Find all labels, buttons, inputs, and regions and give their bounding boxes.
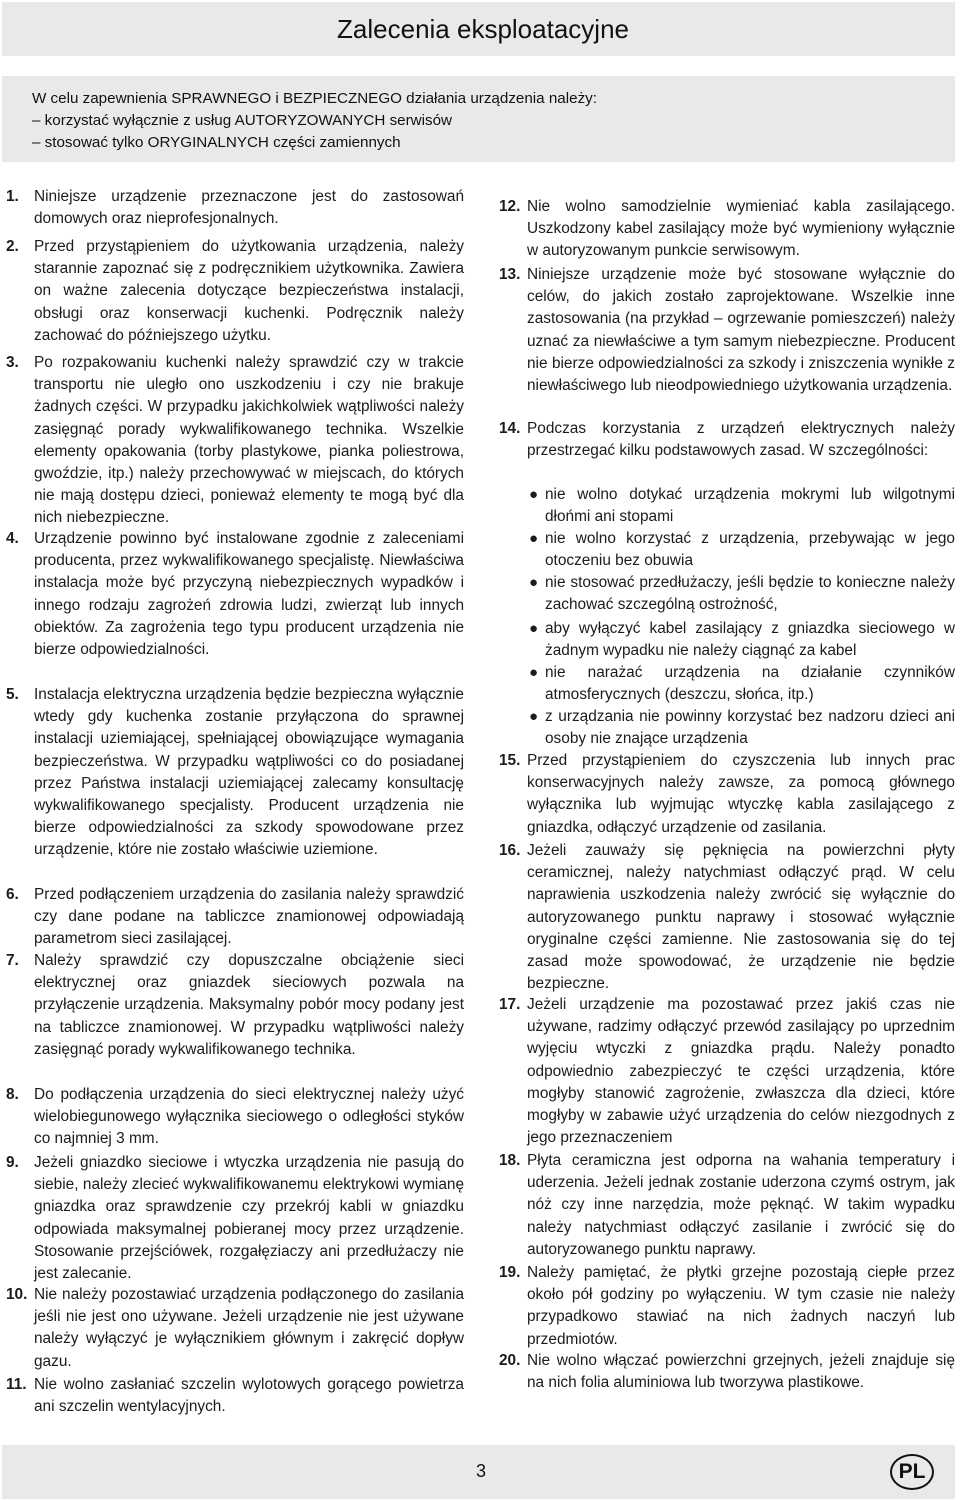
item-number: 2. [6, 238, 19, 255]
notice-line: W celu zapewnienia SPRAWNEGO i BEZPIECZNEGO działania urządzenia należy: [32, 90, 597, 107]
item-text: Nie wolno samodzielnie wymieniać kabla zasilającego. Uszkodzony kabel zasilający może być wymieniony wyłącznie w autoryzowanym punkcie serwisowym. [527, 198, 955, 260]
item-number: 7. [6, 952, 19, 969]
item-text: Jeżeli zauważy się pęknięcia na powierzchni płyty ceramicznej, należy natychmiast odłączyć prąd. W celu naprawienia uszkodzenia należy zwrócić się wyłącznie do autoryzowanego punktu naprawy i stosować wyłącznie oryginalne części zamienne. Nie zastosowania się do tej zasad może spowodować, że urządzenie nie będzie bezpieczne. [527, 842, 955, 993]
bullet-item [529, 572, 955, 616]
bullet-icon: ● [529, 620, 539, 637]
item-text: Jeżeli gniazdko sieciowe i wtyczka urządzenia nie pasują do siebie, należy zlecieć wykwalifikowanemu elektrykowi wymianę gniazdka oraz sprawdzenie czy przekrój kabli w gniazdku odpowiada maksymalnej pobieranej mocy przez urządzenie. Stosowanie przejściówek, rozgałęziaczy ani przedłużaczy nie jest zalecanie. [34, 1154, 464, 1283]
item-text: Płyta ceramiczna jest odporna na wahania temperatury i uderzenia. Jeżeli jednak zostanie uderzona czymś ostrym, jak nóż czy inne narzędzia, może pęknąć. W takim wypadku należy natychmiast odłączyć zasilanie i zwrócić się do autoryzowanego punktu naprawy. [527, 1152, 955, 1258]
bullet-item [529, 706, 955, 750]
notice-box [2, 76, 955, 162]
item-number: 11. [6, 1376, 27, 1393]
item-number: 3. [6, 354, 19, 371]
item-number: 12. [499, 198, 521, 215]
item-text: Nie wolno włączać powierzchni grzejnych, jeżeli znajduje się na nich folia aluminiowa lub tworzywa plastikowe. [527, 1352, 955, 1392]
item-number: 17. [499, 996, 521, 1013]
bullet-icon: ● [529, 530, 539, 547]
notice-line: – korzystać wyłącznie z usług AUTORYZOWANYCH serwisów [32, 112, 453, 129]
item-text: Urządzenie powinno być instalowane zgodnie z zaleceniami producenta, przez wykwalifikowanego specjalistę. Niewłaściwa instalacja może być przyczyną niebezpiecznych wypadków i innego rodzaju zagrożeń zdrowia ludzi, zwierząt lub innych obiektów. Za zagrożenia tego typu producent urządzenia nie bierze odpowiedzialności. [34, 530, 464, 659]
language-badge: PL [890, 1454, 934, 1490]
footer-bar [2, 1445, 955, 1499]
bullet-item [529, 662, 955, 706]
item-number: 16. [499, 842, 521, 859]
item-number: 14. [499, 420, 521, 437]
bullet-icon: ● [529, 574, 539, 591]
item-number: 1. [6, 188, 19, 205]
item-text: Niniejsze urządzenie przeznaczone jest do zastosowań domowych oraz nieprofesjonalnych. [34, 188, 464, 228]
bullet-text: nie stosować przedłużaczy, jeśli będzie to konieczne należy zachować szczególną ostrożność, [545, 574, 955, 614]
bullet-text: aby wyłączyć kabel zasilający z gniazdka sieciowego w żadnym wypadku nie należy ciągnąć za kabel [545, 620, 955, 660]
bullet-text: nie wolno korzystać z urządzenia, przebywając w jego otoczeniu bez obuwia [545, 530, 955, 570]
item-number: 9. [6, 1154, 19, 1171]
item-number: 8. [6, 1086, 19, 1103]
item-text: Niniejsze urządzenie może być stosowane wyłącznie do celów, do jakich zostało zaprojektowane. Wszelkie inne zastosowania (na przykład – ogrzewanie pomieszczeń) należy uznać za niewłaściwe a tym samym niebezpieczne. Producent nie bierze odpowiedzialności za szkody i zniszczenia wynikłe z niewłaściwego lub nieodpowiedniego użytkowania urządzenia. [527, 266, 955, 395]
bullet-icon: ● [529, 486, 539, 503]
item-text: Po rozpakowaniu kuchenki należy sprawdzić czy w trakcie transportu nie uległo ono uszkodzeniu i czy nie brakuje żadnych części. W przypadku jakichkolwiek wątpliwości należy zasięgnąć porady wykwalifikowanego technika. Wszelkie elementy opakowania (torby plastykowe, pianka poliestrowa, gwoździe, itp.) należy przechowywać w miejscach, do których nie mają dostępu dzieci, ponieważ elementy te mogą być dla nich niebezpieczne. [34, 354, 464, 527]
page-title: Zalecenia eksploatacyjne [337, 14, 629, 44]
item-number: 6. [6, 886, 19, 903]
item-text: Nie wolno zasłaniać szczelin wylotowych gorącego powietrza ani szczelin wentylacyjnych. [34, 1376, 464, 1416]
item-number: 5. [6, 686, 19, 703]
page-number: 3 [476, 1461, 487, 1481]
bullet-item [529, 484, 955, 528]
bullet-text: z urządzania nie powinny korzystać bez nadzoru dzieci ani osoby nie znające urządzenia [545, 708, 955, 748]
item-number: 18. [499, 1152, 521, 1169]
item-text: Podczas korzystania z urządzeń elektrycznych należy przestrzegać kilku podstawowych zasad. W szczególności: [527, 420, 955, 460]
item-text: Przed przystąpieniem do użytkowania urządzenia, należy starannie zapoznać się z podręcznikiem użytkownika. Zawiera on ważne zalecenia dotyczące bezpieczeństwa instalacji, obsługi oraz konserwacji kuchenki. Podręcznik należy zachować do późniejszego użytku. [34, 238, 464, 344]
title-bar [2, 2, 955, 56]
bullet-icon: ● [529, 708, 539, 725]
item-text: Należy pamiętać, że płytki grzejne pozostają ciepłe przez około pół godziny po wyłączeniu. W tym czasie nie należy przypadkowo stawiać na nich żadnych naczyń lub przedmiotów. [527, 1264, 955, 1348]
bullet-item [529, 618, 955, 662]
bullet-item [529, 528, 955, 572]
item-number: 20. [499, 1352, 521, 1369]
item-text: Nie należy pozostawiać urządzenia podłączonego do zasilania jeśli nie jest ono używane. Jeżeli urządzenie nie jest używane należy wyłączyć je wyłącznikiem głównym i zakręcić dopływ gazu. [34, 1286, 464, 1370]
notice-line: – stosować tylko ORYGINALNYCH części zamiennych [32, 134, 401, 151]
item-number: 13. [499, 266, 521, 283]
item-text: Instalacja elektryczna urządzenia będzie bezpieczna wyłącznie wtedy gdy kuchenka zostanie przyłączona do sprawnej instalacji uziemiającej, spełniającej obowiązujące wymagania bezpieczeństwa. W przypadku wątpliwości co do posiadanej przez Państwa instalacji uziemiającej zalecamy konsultację wykwalifikowanego specjalisty. Producent urządzenia nie bierze odpowiedzialności za szkody spowodowane przez urządzenie, które nie zostało właściwie uziemione. [34, 686, 464, 859]
item-number: 4. [6, 530, 19, 547]
bullet-text: nie wolno dotykać urządzenia mokrymi lub wilgotnymi dłońmi ani stopami [545, 486, 955, 526]
item-text: Jeżeli urządzenie ma pozostawać przez jakiś czas nie używane, radzimy odłączyć przewód zasilający po uprzednim wyjęciu wtyczki z gniazdka prądu. Należy ponadto odpowiednio zabezpieczyć te części urządzenia, które mogłyby stanowić zagrożenie, zwłaszcza dla dzieci, które mogłyby w zabawie użyć urządzenia do celów niezgodnych z jego przeznaczeniem [527, 996, 955, 1147]
item-number: 19. [499, 1264, 521, 1281]
item-text: Do podłączenia urządzenia do sieci elektrycznej należy użyć wielobiegunowego wyłącznika sieciowego o odległości styków co najmniej 3 mm. [34, 1086, 464, 1148]
bullet-icon: ● [529, 664, 539, 681]
item-number: 15. [499, 752, 521, 769]
item-number: 10. [6, 1286, 28, 1303]
bullet-text: nie narażać urządzenia na działanie czynników atmosferycznych (deszczu, słońca, itp.) [545, 664, 955, 704]
item-text: Przed przystąpieniem do czyszczenia lub innych prac konserwacyjnych należy zawsze, za pomocą głównego wyłącznika lub wyjmując wtyczkę kabla zasilającego z gniazdka, odłączyć urządzenie od zasilania. [527, 752, 955, 836]
item-text: Przed podłączeniem urządzenia do zasilania należy sprawdzić czy dane podane na tabliczce znamionowej odpowiadają parametrom sieci zasilającej. [34, 886, 464, 948]
item-text: Należy sprawdzić czy dopuszczalne obciążenie sieci elektrycznej oraz gniazdek sieciowych pozwala na przyłączenie urządzenia. Maksymalny pobór mocy podany jest na tabliczce znamionowej. W przypadku wątpliwości należy zasięgnąć porady wykwalifikowanego technika. [34, 952, 464, 1058]
